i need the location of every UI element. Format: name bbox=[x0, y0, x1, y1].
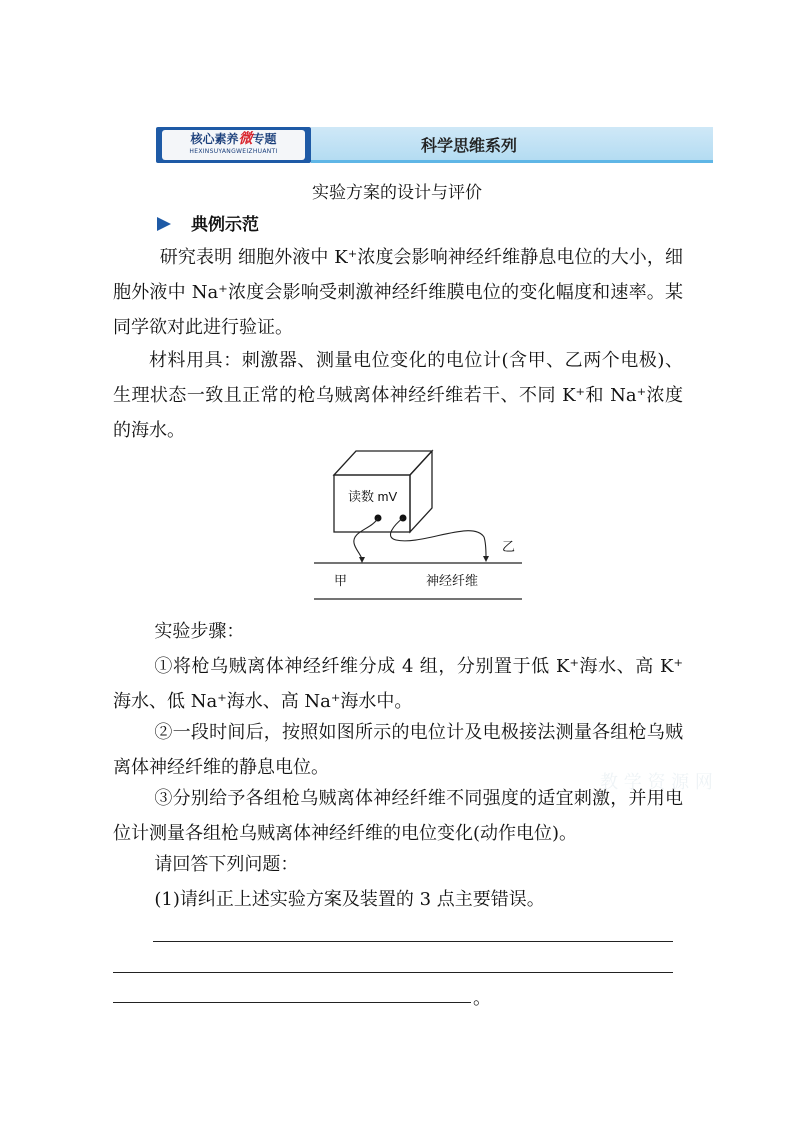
step-1: ①将枪乌贼离体神经纤维分成 4 组，分别置于低 K⁺海水、高 K⁺海水、低 Na⁺海水、高 Na⁺海水中。 bbox=[113, 656, 683, 712]
electrode-a-label: 甲 bbox=[334, 574, 348, 589]
steps-heading: 实验步骤： bbox=[154, 621, 245, 642]
wire-a bbox=[354, 518, 378, 559]
answer-line-1[interactable] bbox=[153, 941, 673, 942]
header-banner bbox=[156, 127, 713, 163]
triangle-arrow-icon bbox=[157, 217, 171, 231]
meter-box-top bbox=[334, 451, 432, 475]
watermark-text: 教 学 资 源 网 bbox=[600, 772, 713, 793]
wire-b bbox=[390, 518, 486, 557]
materials-paragraph: 材料用具：刺激器、测量电位变化的电位计(含甲、乙两个电极)、生理状态一致且正常的枪乌贼离体神经纤维若干、不同 K⁺和 Na⁺浓度的海水。 bbox=[113, 350, 683, 441]
page-title: 实验方案的设计与评价 bbox=[312, 183, 482, 203]
electrometer-diagram bbox=[312, 447, 527, 607]
answer-line-2[interactable] bbox=[113, 972, 673, 973]
wire-a-arrow bbox=[359, 557, 365, 563]
answer-period: 。 bbox=[473, 988, 491, 1009]
step-2: ②一段时间后，按照如图所示的电位计及电极接法测量各组枪乌贼离体神经纤维的静息电位。 bbox=[113, 722, 683, 778]
wire-b-arrow bbox=[483, 556, 489, 562]
fiber-label: 神经纤维 bbox=[426, 574, 479, 589]
meter-box-side bbox=[410, 451, 432, 532]
series-title: 科学思维系列 bbox=[421, 136, 518, 155]
meter-reading-label: 读数 mV bbox=[348, 489, 398, 504]
electrode-b-label: 乙 bbox=[502, 540, 516, 555]
question-prompt: 请回答下列问题： bbox=[154, 854, 299, 875]
banner-logo-pinyin: HEXINSUYANGWEIZHUANTI bbox=[189, 148, 278, 155]
section-heading-label: 典例示范 bbox=[191, 215, 259, 235]
banner-series-bar bbox=[311, 127, 713, 163]
banner-logo-badge bbox=[156, 127, 311, 163]
question-1: (1)请纠正上述实验方案及装置的 3 点主要错误。 bbox=[154, 889, 545, 910]
intro-paragraph: 研究表明 细胞外液中 K⁺浓度会影响神经纤维静息电位的大小，细胞外液中 Na⁺浓度会影响受刺激神经纤维膜电位的变化幅度和速率。某同学欲对此进行验证。 bbox=[113, 247, 683, 338]
section-heading bbox=[157, 210, 259, 235]
step-3: ③分别给予各组枪乌贼离体神经纤维不同强度的适宜刺激，并用电位计测量各组枪乌贼离体神经纤维的电位变化(动作电位)。 bbox=[113, 788, 683, 844]
diagram-svg bbox=[312, 447, 527, 607]
answer-line-3[interactable] bbox=[113, 1002, 471, 1003]
banner-logo-accent: 微 bbox=[238, 131, 253, 147]
banner-logo-title: 核心素养微专题 bbox=[190, 131, 277, 147]
